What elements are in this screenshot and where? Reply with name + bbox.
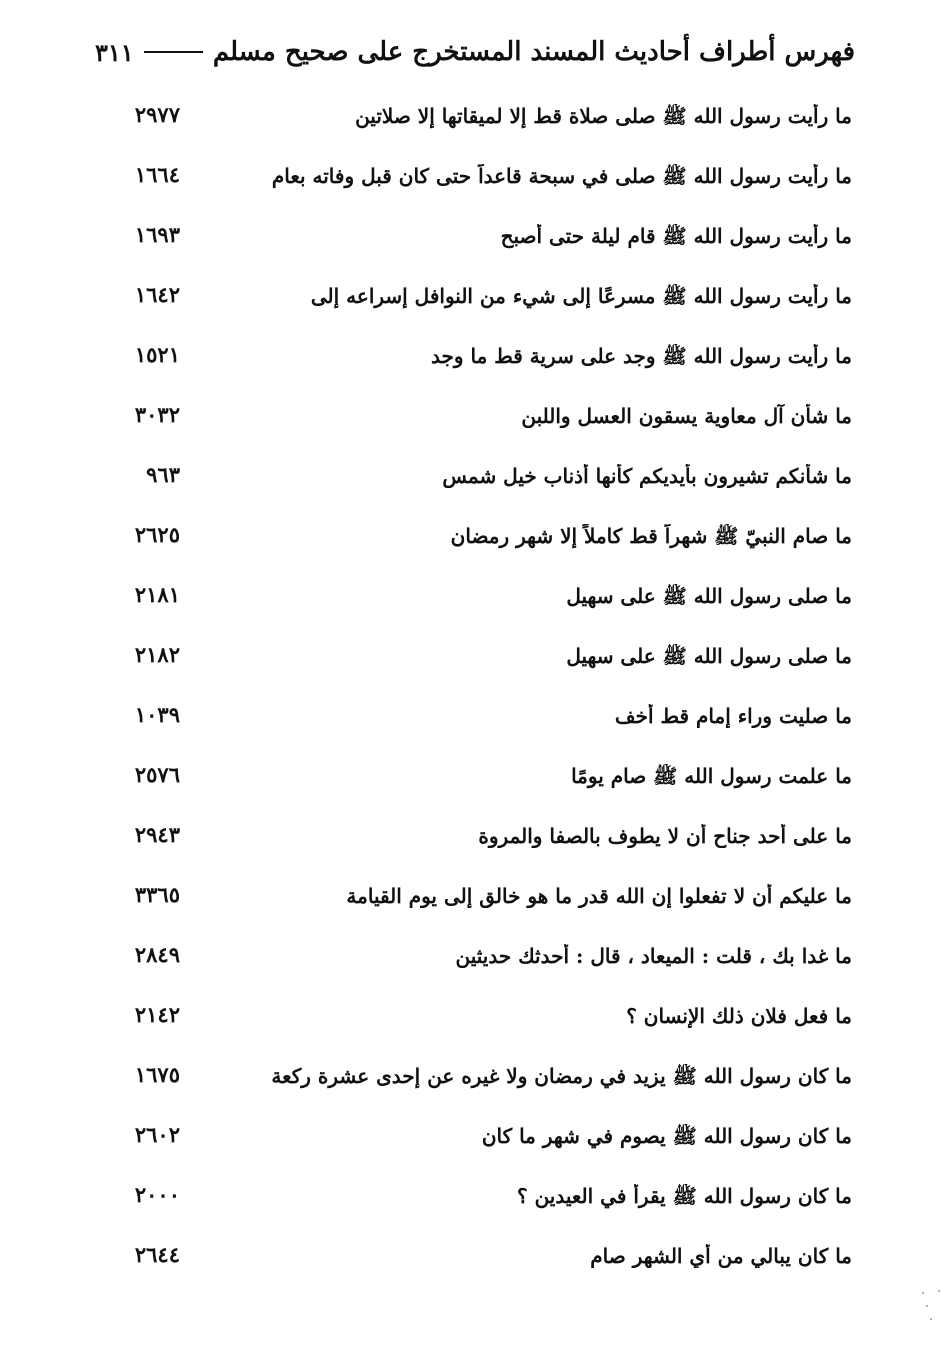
entry-number: ٢٥٧٦ bbox=[134, 762, 180, 787]
entry-text: ما صام النبيّ ﷺ شهراً قط كاملاً إلا شهر رمضان bbox=[450, 524, 852, 548]
header-rule bbox=[144, 51, 203, 53]
entry-number: ٢٠٠٠ bbox=[134, 1182, 180, 1207]
entry-text: ما صليت وراء إمام قط أخف bbox=[614, 704, 852, 728]
index-entry bbox=[100, 512, 852, 572]
entry-text: ما على أحد جناح أن لا يطوف بالصفا والمروة bbox=[478, 824, 852, 848]
running-header bbox=[95, 30, 855, 74]
entry-number: ٢٦٤٤ bbox=[134, 1242, 180, 1267]
entry-text: ما شأن آل معاوية يسقون العسل واللبن bbox=[521, 404, 852, 428]
scan-speck bbox=[922, 1292, 924, 1294]
entry-text: ما عليكم أن لا تفعلوا إن الله قدر ما هو خالق إلى يوم القيامة bbox=[346, 884, 852, 908]
index-entries bbox=[100, 92, 852, 1292]
index-entry bbox=[100, 212, 852, 272]
entry-number: ٢١٨١ bbox=[134, 582, 180, 607]
entry-text: ما كان رسول الله ﷺ يزيد في رمضان ولا غيره عن إحدى عشرة ركعة bbox=[271, 1064, 852, 1088]
index-entry bbox=[100, 1112, 852, 1172]
index-entry bbox=[100, 752, 852, 812]
entry-text: ما غدا بك ، قلت : الميعاد ، قال : أحدثك حديثين bbox=[455, 944, 852, 968]
entry-number: ٢٨٤٩ bbox=[134, 942, 180, 967]
entry-number: ١٠٣٩ bbox=[134, 702, 180, 727]
scan-speck bbox=[938, 1290, 940, 1292]
entry-text: ما شأنكم تشيرون بأيديكم كأنها أذناب خيل شمس bbox=[442, 464, 852, 488]
entry-text: ما رأيت رسول الله ﷺ مسرعًا إلى شيء من النوافل إسراعه إلى bbox=[310, 284, 852, 308]
entry-text: ما فعل فلان ذلك الإنسان ؟ bbox=[626, 1004, 852, 1028]
entry-number: ١٥٢١ bbox=[134, 342, 180, 367]
entry-text: ما صلى رسول الله ﷺ على سهيل bbox=[566, 584, 852, 608]
entry-number: ٢٦٠٢ bbox=[134, 1122, 180, 1147]
index-entry bbox=[100, 1172, 852, 1232]
entry-number: ١٦٦٤ bbox=[134, 162, 180, 187]
entry-text: ما كان رسول الله ﷺ يقرأ في العيدين ؟ bbox=[517, 1184, 852, 1208]
index-entry bbox=[100, 692, 852, 752]
index-entry bbox=[100, 332, 852, 392]
index-entry bbox=[100, 572, 852, 632]
index-entry bbox=[100, 932, 852, 992]
entry-text: ما كان رسول الله ﷺ يصوم في شهر ما كان bbox=[481, 1124, 852, 1148]
entry-number: ١٦٤٢ bbox=[134, 282, 180, 307]
entry-number: ١٦٧٥ bbox=[134, 1062, 180, 1087]
index-entry bbox=[100, 452, 852, 512]
entry-number: ٢٦٢٥ bbox=[134, 522, 180, 547]
entry-text: ما كان يبالي من أي الشهر صام bbox=[590, 1244, 852, 1268]
entry-number: ٢١٨٢ bbox=[134, 642, 180, 667]
index-entry bbox=[100, 872, 852, 932]
entry-number: ٢١٤٢ bbox=[134, 1002, 180, 1027]
header-title: فهرس أطراف أحاديث المسند المستخرج على صحيح مسلم bbox=[212, 37, 855, 67]
scan-speck bbox=[930, 1318, 932, 1320]
entry-number: ٩٦٣ bbox=[146, 462, 180, 487]
scan-speck bbox=[926, 1305, 928, 1307]
index-entry bbox=[100, 992, 852, 1052]
entry-number: ٢٩٧٧ bbox=[134, 102, 180, 127]
entry-number: ٢٩٤٣ bbox=[134, 822, 180, 847]
page-number: ٣١١ bbox=[95, 37, 134, 67]
entry-text: ما رأيت رسول الله ﷺ وجد على سرية قط ما وجد bbox=[431, 344, 852, 368]
index-entry bbox=[100, 1232, 852, 1292]
entry-text: ما علمت رسول الله ﷺ صام يومًا bbox=[571, 764, 852, 788]
entry-number: ٣٠٣٢ bbox=[134, 402, 180, 427]
entry-number: ٣٣٦٥ bbox=[134, 882, 180, 907]
index-entry bbox=[100, 632, 852, 692]
index-entry bbox=[100, 152, 852, 212]
index-entry bbox=[100, 1052, 852, 1112]
entry-number: ١٦٩٣ bbox=[134, 222, 180, 247]
index-entry bbox=[100, 812, 852, 872]
entry-text: ما رأيت رسول الله ﷺ صلى صلاة قط إلا لميقاتها إلا صلاتين bbox=[355, 104, 852, 128]
entry-text: ما صلى رسول الله ﷺ على سهيل bbox=[566, 644, 852, 668]
index-entry bbox=[100, 92, 852, 152]
entry-text: ما رأيت رسول الله ﷺ صلى في سبحة قاعداً حتى كان قبل وفاته بعام bbox=[271, 164, 852, 188]
entry-text: ما رأيت رسول الله ﷺ قام ليلة حتى أصبح bbox=[500, 224, 852, 248]
index-entry bbox=[100, 392, 852, 452]
index-entry bbox=[100, 272, 852, 332]
